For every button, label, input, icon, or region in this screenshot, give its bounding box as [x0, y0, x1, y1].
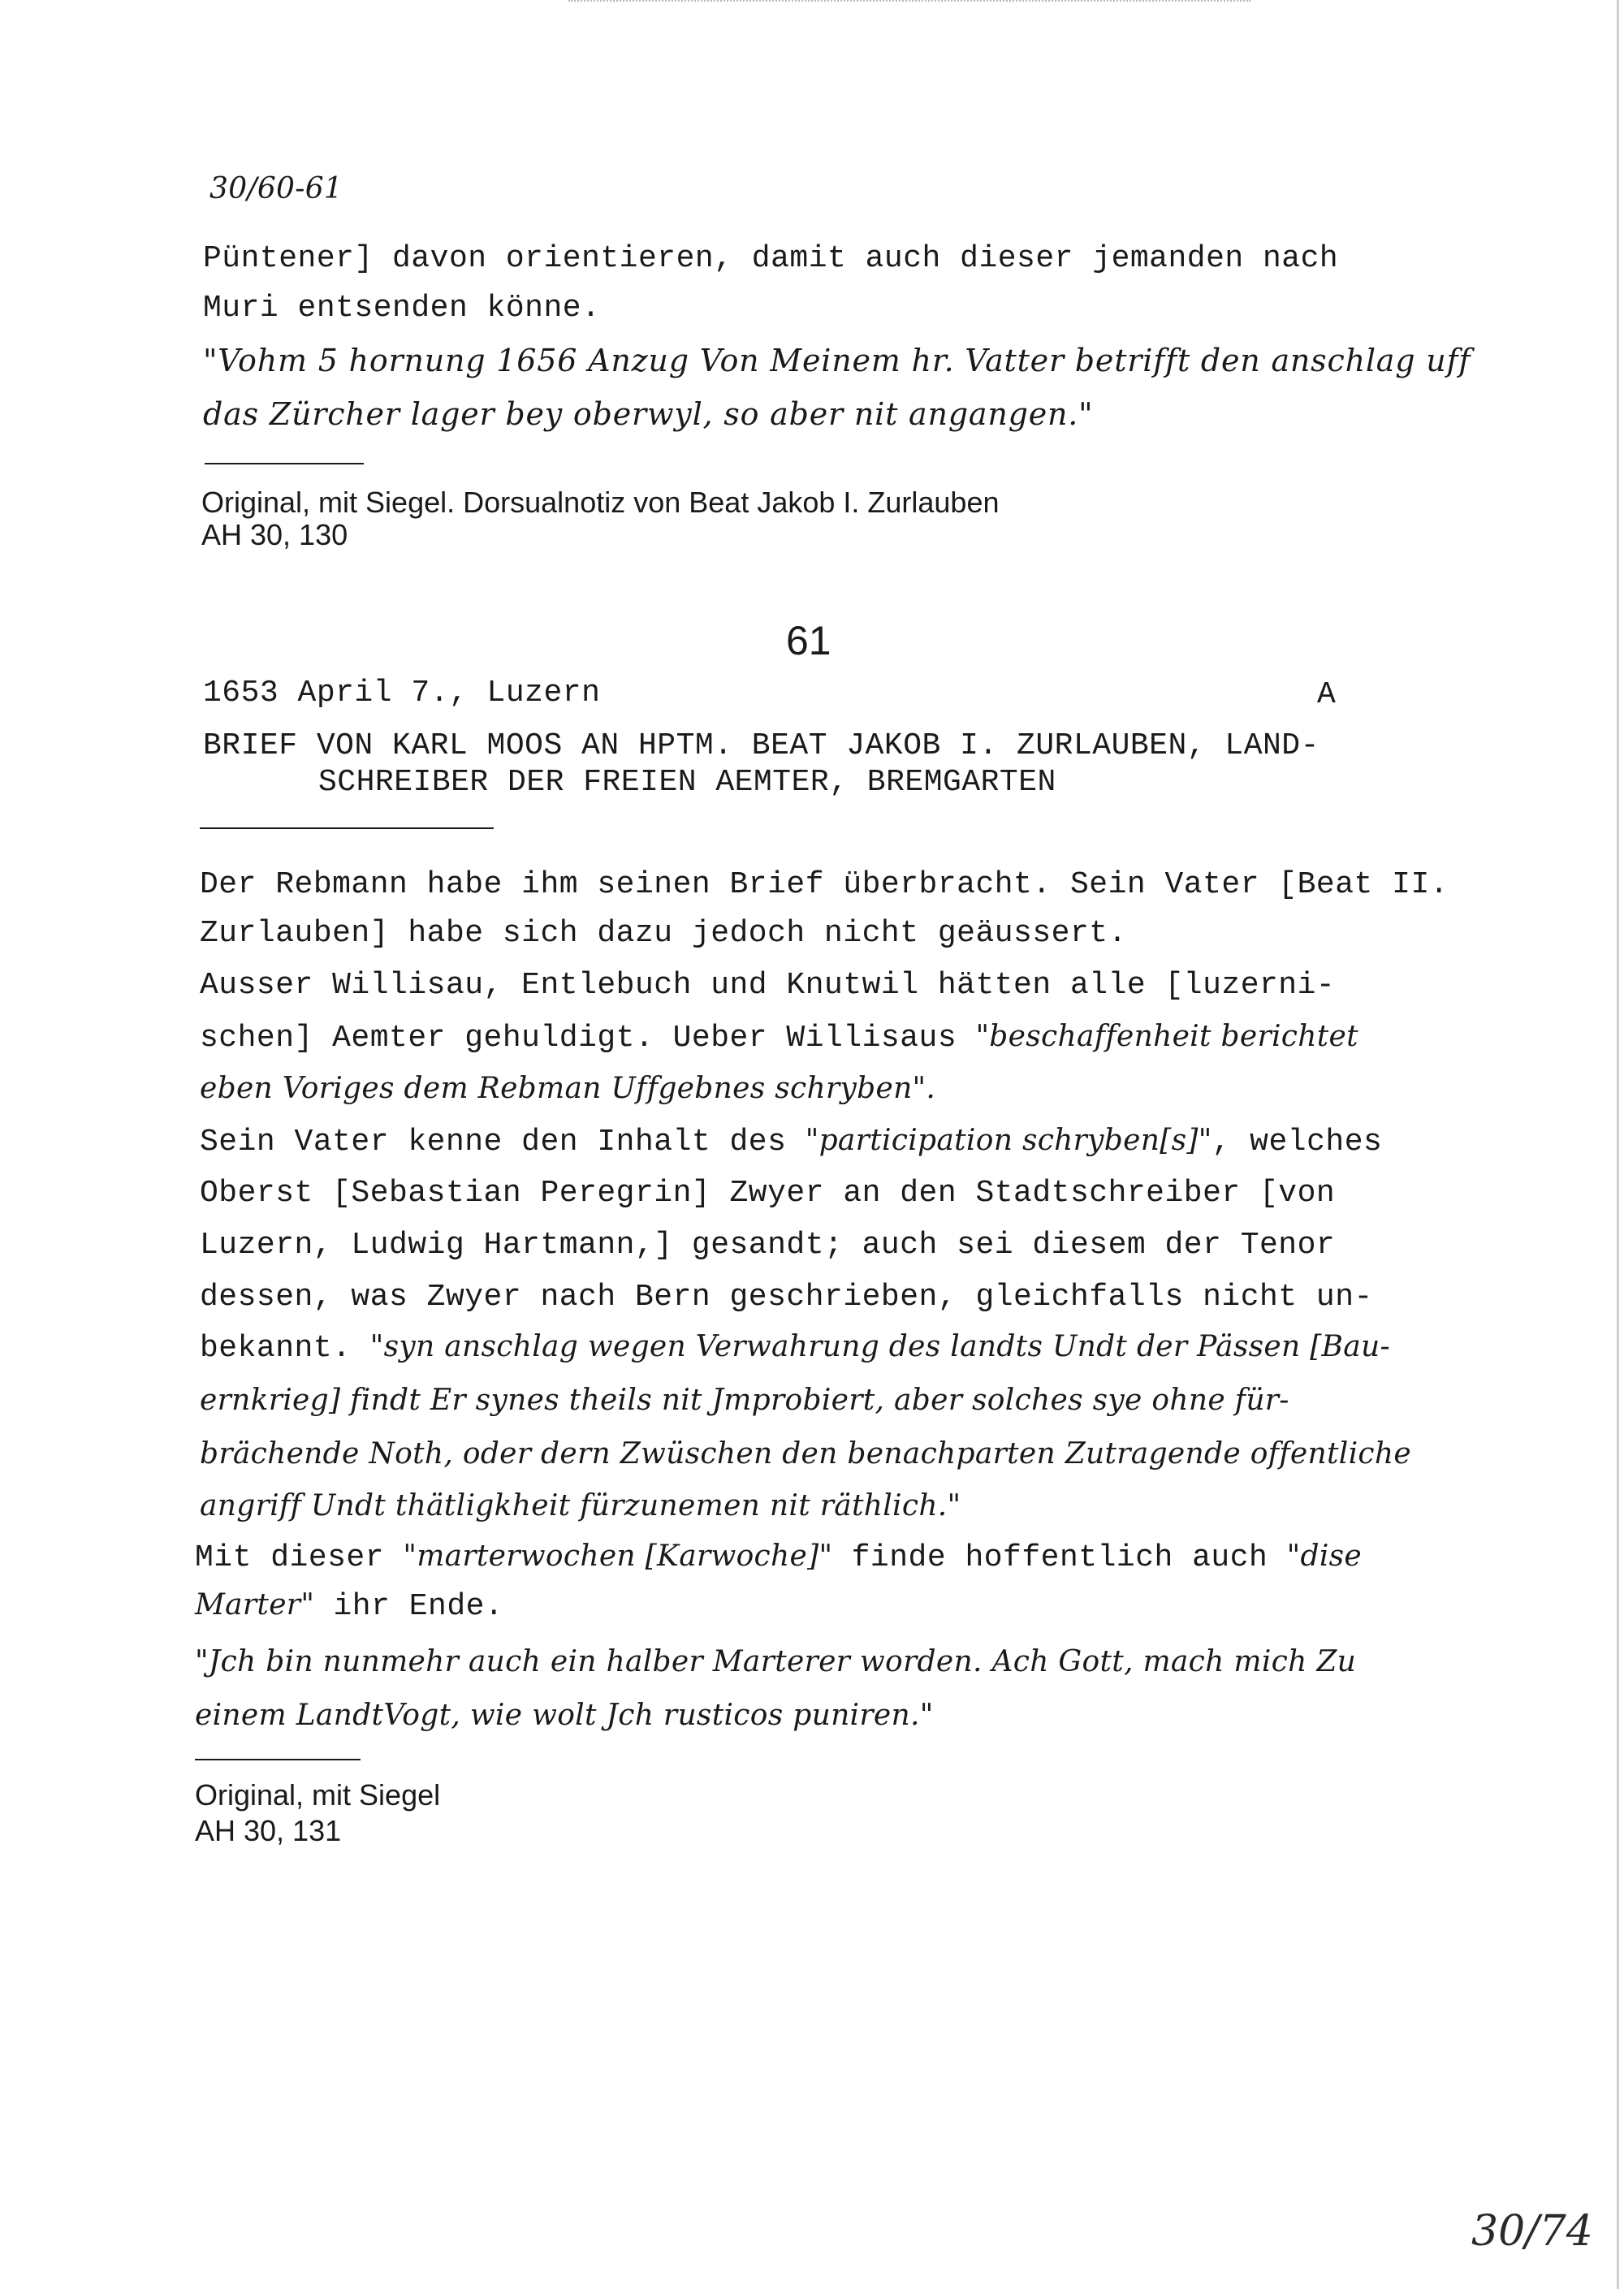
entry-title-line-1: BRIEF VON KARL MOOS AN HPTM. BEAT JAKOB I. ZURLAUBEN, LAND-: [203, 728, 1320, 763]
body-line-9: dessen, was Zwyer nach Bern geschrieben, gleichfalls nicht un-: [200, 1280, 1373, 1315]
title-rule: [200, 827, 494, 829]
prev-entry-quote-1: "Vohm 5 hornung 1656 Anzug Von Meinem hr. Vatter betrifft den anschlag uff: [203, 343, 1471, 378]
body-line-10: [200, 1330, 1390, 1366]
entry-number: 61: [786, 618, 831, 663]
body-line-10-text: bekannt.: [200, 1331, 370, 1366]
body-line-1: Der Rebmann habe ihm seinen Brief überbracht. Sein Vater [Beat II.: [200, 867, 1449, 902]
entry-title-line-2: SCHREIBER DER FREIEN AEMTER, BREMGARTEN: [318, 765, 1056, 800]
prev-entry-line-2: Muri entsenden könne.: [203, 291, 601, 326]
body-line-7: Oberst [Sebastian Peregrin] Zwyer an den Stadtschreiber [von: [200, 1176, 1336, 1211]
body-line-4: [200, 1020, 1358, 1056]
body-line-4-text: schen] Aemter gehuldigt. Ueber Willisaus: [200, 1021, 976, 1056]
body-line-4-quote: "beschaffenheit berichtet: [975, 1020, 1358, 1053]
prev-entry-quote-2: das Zürcher lager bey oberwyl, so aber nit angangen.": [203, 396, 1094, 432]
body-line-15: [195, 1588, 503, 1624]
body-line-14-quote: "marterwochen [Karwoche]": [403, 1540, 833, 1573]
body-line-14: [195, 1540, 1362, 1575]
body-line-6-text: Sein Vater kenne den Inhalt des: [200, 1125, 806, 1160]
body-line-8: Luzern, Ludwig Hartmann,] gesandt; auch sei diesem der Tenor: [200, 1228, 1336, 1263]
body-line-6: [200, 1124, 1382, 1160]
body-line-6-tail: , welches: [1212, 1125, 1383, 1160]
scan-border-right: [1617, 0, 1619, 2289]
body-line-14-text: Mit dieser: [195, 1540, 404, 1575]
body-line-14-quote-2: "dise: [1286, 1540, 1363, 1573]
body-line-16: "Jch bin nunmehr auch ein halber Marterer worden. Ach Gott, mach mich Zu: [195, 1645, 1357, 1678]
prev-source-line-1: Original, mit Siegel. Dorsualnotiz von Beat Jakob I. Zurlauben: [201, 486, 1000, 519]
body-line-10-quote: "syn anschlag wegen Verwahrung des landts Undt der Pässen [Bau-: [369, 1330, 1391, 1363]
footnote-rule-1: [205, 463, 364, 464]
prev-source-line-2: AH 30, 130: [201, 518, 348, 551]
body-line-13: angriff Undt thätligkheit fürzunemen nit räthlich.": [200, 1489, 961, 1522]
entry-date-place: 1653 April 7., Luzern: [203, 676, 601, 710]
entry-marker: A: [1317, 677, 1337, 712]
body-line-12: brächende Noth, oder dern Zwüschen den benachparten Zutragende offentliche: [200, 1437, 1411, 1471]
footnote-rule-2: [195, 1759, 361, 1760]
body-line-3: Ausser Willisau, Entlebuch und Knutwil hätten alle [luzerni-: [200, 968, 1336, 1003]
prev-entry-line-1: Püntener] davon orientieren, damit auch dieser jemanden nach: [203, 241, 1339, 276]
source-line-2: AH 30, 131: [195, 1814, 342, 1847]
body-line-5: eben Voriges dem Rebman Uffgebnes schryben".: [200, 1072, 936, 1105]
page-reference: 30/60-61: [209, 172, 343, 205]
body-line-11: ernkrieg] findt Er synes theils nit Jmprobiert, aber solches sye ohne für-: [200, 1384, 1289, 1417]
body-line-2: Zurlauben] habe sich dazu jedoch nicht geäussert.: [200, 916, 1127, 951]
scan-artifact-top: [568, 0, 1250, 13]
body-line-6-quote: "participation schryben[s]": [805, 1124, 1212, 1157]
source-line-1: Original, mit Siegel: [195, 1778, 441, 1812]
body-line-14-mid: finde hoffentlich auch: [832, 1540, 1287, 1575]
handwritten-page-number: 30/74: [1471, 2207, 1593, 2256]
body-line-17: einem LandtVogt, wie wolt Jch rusticos puniren.": [195, 1699, 934, 1732]
body-line-15-text: ihr Ende.: [314, 1589, 504, 1624]
body-line-15-quote: Marter": [195, 1588, 315, 1622]
